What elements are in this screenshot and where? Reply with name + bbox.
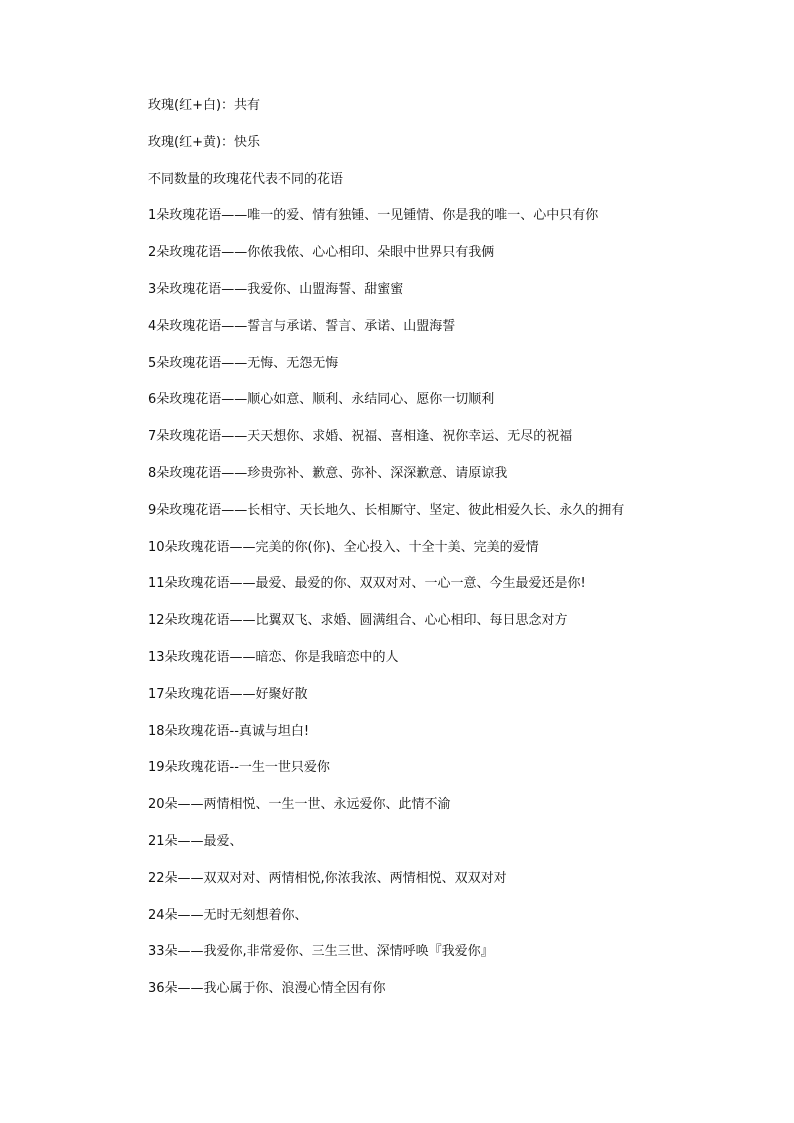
document-lines — [148, 96, 768, 1016]
text-line: 33朵——我爱你,非常爱你、三生三世、深情呼唤『我爱你』 — [148, 944, 494, 960]
text-line: 24朵——无时无刻想着你、 — [148, 907, 308, 923]
text-line: 17朵玫瑰花语——好聚好散 — [148, 686, 308, 702]
text-line: 20朵——两情相悦、一生一世、永远爱你、此情不渝 — [148, 797, 451, 813]
text-line: 3朵玫瑰花语——我爱你、山盟海誓、甜蜜蜜 — [148, 281, 404, 297]
text-line: 18朵玫瑰花语--真诚与坦白! — [148, 723, 310, 739]
text-line: 22朵——双双对对、两情相悦,你浓我浓、两情相悦、双双对对 — [148, 870, 507, 886]
text-line: 12朵玫瑰花语——比翼双飞、求婚、圆满组合、心心相印、每日思念对方 — [148, 613, 568, 629]
text-line: 11朵玫瑰花语——最爱、最爱的你、双双对对、一心一意、今生最爱还是你! — [148, 576, 586, 592]
text-line: 8朵玫瑰花语——珍贵弥补、歉意、弥补、深深歉意、请原谅我 — [148, 465, 508, 481]
text-line: 玫瑰(红+白)：共有 — [148, 98, 261, 113]
text-line: 4朵玫瑰花语——誓言与承诺、誓言、承诺、山盟海誓 — [148, 318, 456, 334]
text-line: 5朵玫瑰花语——无悔、无怨无悔 — [148, 355, 339, 371]
text-line: 10朵玫瑰花语——完美的你(你)、全心投入、十全十美、完美的爱情 — [148, 539, 539, 555]
text-line: 21朵——最爱、 — [148, 833, 243, 849]
text-line: 9朵玫瑰花语——长相守、天长地久、长相厮守、坚定、彼此相爱久长、永久的拥有 — [148, 502, 625, 518]
text-line: 7朵玫瑰花语——天天想你、求婚、祝福、喜相逢、祝你幸运、无尽的祝福 — [148, 429, 573, 445]
text-line: 2朵玫瑰花语——你侬我侬、心心相印、朵眼中世界只有我俩 — [148, 245, 495, 261]
text-line: 19朵玫瑰花语--一生一世只爱你 — [148, 760, 330, 776]
text-line: 6朵玫瑰花语——顺心如意、顺利、永结同心、愿你一切顺利 — [148, 392, 495, 408]
text-line: 1朵玫瑰花语——唯一的爱、情有独锺、一见锺情、你是我的唯一、心中只有你 — [148, 208, 599, 224]
text-line: 36朵——我心属于你、浪漫心情全因有你 — [148, 981, 386, 997]
text-line: 不同数量的玫瑰花代表不同的花语 — [148, 171, 344, 187]
text-line: 玫瑰(红+黄)：快乐 — [148, 134, 261, 150]
text-line: 13朵玫瑰花语——暗恋、你是我暗恋中的人 — [148, 649, 399, 665]
